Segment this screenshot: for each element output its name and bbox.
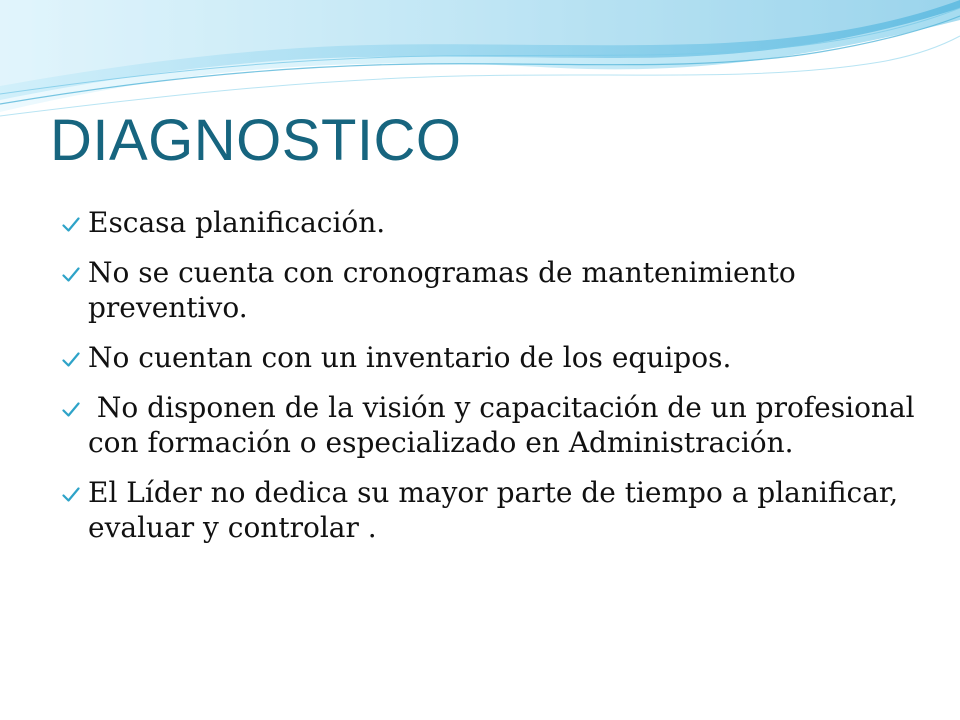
check-icon	[62, 267, 80, 283]
bullet-item	[62, 205, 922, 240]
check-icon	[62, 487, 80, 503]
check-icon	[62, 352, 80, 368]
bullet-text: El Líder no dedica su mayor parte de tiempo a planificar, evaluar y controlar .	[88, 476, 899, 544]
bullet-item	[62, 340, 922, 375]
bullet-text: No disponen de la visión y capacitación de un profesional con formación o especializado en Administración.	[88, 391, 924, 459]
check-icon	[62, 402, 80, 418]
bullet-list	[62, 205, 922, 560]
bullet-item	[62, 255, 922, 325]
bullet-text: No se cuenta con cronogramas de mantenimiento preventivo.	[88, 256, 796, 324]
bullet-item	[62, 475, 922, 545]
bullet-item	[62, 390, 922, 460]
bullet-text: No cuentan con un inventario de los equipos.	[88, 341, 732, 374]
bullet-text: Escasa planificación.	[88, 206, 386, 239]
check-icon	[62, 217, 80, 233]
slide-title: DIAGNOSTICO	[50, 108, 462, 173]
